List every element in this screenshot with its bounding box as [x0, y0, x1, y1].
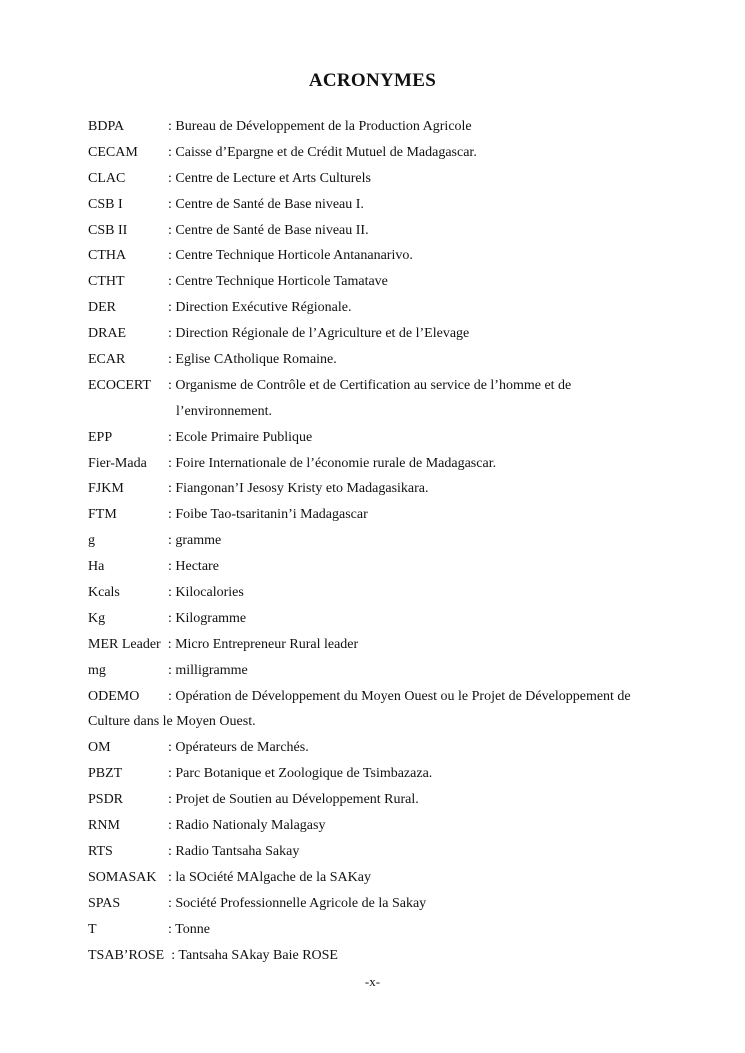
acronym-list — [88, 114, 688, 968]
acronym-definition: Culture dans le Moyen Ouest. — [88, 714, 256, 730]
acronym-entry — [88, 114, 688, 140]
acronym-entry — [88, 140, 688, 166]
acronym-abbr: FJKM — [88, 481, 124, 497]
acronym-entry — [88, 476, 688, 502]
acronym-definition: : milligramme — [168, 662, 248, 678]
acronym-abbr: TSAB’ROSE — [88, 947, 165, 963]
acronym-abbr: OM — [88, 740, 111, 756]
acronym-definition: : Kilogramme — [168, 610, 247, 626]
acronym-abbr: Fier-Mada — [88, 455, 147, 471]
acronym-entry — [88, 321, 688, 347]
acronym-entry — [88, 891, 688, 917]
acronym-entry — [88, 425, 688, 451]
acronym-abbr: CECAM — [88, 144, 138, 160]
acronym-definition: : Parc Botanique et Zoologique de Tsimbazaza. — [168, 766, 433, 782]
acronym-entry-continuation — [88, 399, 688, 425]
acronym-entry — [88, 787, 688, 813]
acronym-definition: : Direction Régionale de l’Agriculture et de l’Elevage — [168, 326, 470, 342]
acronym-entry — [88, 192, 688, 218]
acronym-abbr: EPP — [88, 429, 113, 445]
acronym-abbr: CTHT — [88, 274, 125, 290]
acronym-entry — [88, 166, 688, 192]
acronym-entry — [88, 813, 688, 839]
acronym-definition: : Organisme de Contrôle et de Certification au service de l’homme et de — [168, 377, 572, 393]
acronym-entry — [88, 295, 688, 321]
acronym-entry — [88, 865, 688, 891]
acronym-abbr: PSDR — [88, 792, 124, 808]
acronym-definition: : Centre de Santé de Base niveau II. — [168, 222, 369, 238]
acronym-abbr: ODEMO — [88, 688, 140, 704]
acronym-definition: : Foibe Tao-tsaritanin’i Madagascar — [168, 507, 368, 523]
acronym-abbr: CTHA — [88, 248, 127, 264]
acronym-abbr: RNM — [88, 818, 120, 834]
acronym-definition: l’environnement. — [176, 403, 273, 419]
acronym-abbr: CLAC — [88, 170, 126, 186]
acronym-abbr: CSB I — [88, 196, 123, 212]
acronym-entry — [88, 243, 688, 269]
acronym-definition: : Centre de Lecture et Arts Culturels — [168, 170, 371, 186]
acronym-definition: : Opération de Développement du Moyen Ouest ou le Projet de Développement de — [168, 688, 631, 704]
acronym-entry — [88, 580, 688, 606]
acronym-definition: : Ecole Primaire Publique — [168, 429, 313, 445]
acronym-abbr: mg — [88, 662, 106, 678]
acronym-entry — [88, 528, 688, 554]
acronym-definition: : Foire Internationale de l’économie rurale de Madagascar. — [168, 455, 497, 471]
acronym-definition: : la SOciété MAlgache de la SAKay — [168, 869, 371, 885]
acronym-definition: : gramme — [168, 533, 222, 549]
acronym-definition: : Micro Entrepreneur Rural leader — [160, 636, 359, 652]
acronym-abbr: SPAS — [88, 895, 121, 911]
acronym-definition: : Société Professionnelle Agricole de la Sakay — [168, 895, 427, 911]
page-title: ACRONYMES — [308, 70, 437, 91]
acronym-definition: : Direction Exécutive Régionale. — [168, 300, 352, 316]
acronym-entry — [88, 684, 688, 710]
acronym-definition: : Caisse d’Epargne et de Crédit Mutuel de Madagascar. — [168, 144, 477, 160]
acronym-abbr: Ha — [88, 559, 105, 575]
acronym-entry — [88, 943, 688, 969]
acronym-entry — [88, 606, 688, 632]
acronym-entry — [88, 554, 688, 580]
acronym-abbr: Kg — [88, 610, 106, 626]
page-number: -x- — [364, 974, 381, 989]
acronym-entry — [88, 269, 688, 295]
acronym-definition: : Centre Technique Horticole Tamatave — [168, 274, 388, 290]
acronym-abbr: RTS — [88, 843, 113, 859]
acronym-abbr: ECOCERT — [88, 377, 151, 393]
acronym-abbr: DRAE — [88, 326, 127, 342]
acronym-abbr: ECAR — [88, 352, 126, 368]
acronym-entry — [88, 632, 688, 658]
acronym-entry — [88, 218, 688, 244]
acronym-entry — [88, 761, 688, 787]
acronym-abbr: MER Leader — [88, 636, 161, 652]
acronym-definition: : Kilocalories — [168, 585, 244, 601]
acronym-abbr: Kcals — [88, 585, 120, 601]
acronym-entry — [88, 451, 688, 477]
acronym-entry — [88, 917, 688, 943]
acronym-entry — [88, 373, 688, 399]
acronym-abbr: DER — [88, 300, 116, 316]
acronym-definition: : Tonne — [168, 921, 210, 937]
acronym-entry — [88, 347, 688, 373]
acronym-definition: : Hectare — [168, 559, 219, 575]
acronym-abbr: T — [88, 921, 97, 937]
acronym-definition: : Bureau de Développement de la Production Agricole — [168, 119, 472, 134]
acronym-definition: : Eglise CAtholique Romaine. — [168, 352, 337, 368]
acronym-abbr: FTM — [88, 507, 117, 523]
acronym-definition: : Radio Tantsaha Sakay — [168, 843, 300, 859]
acronym-definition: : Fiangonan’I Jesosy Kristy eto Madagasikara. — [168, 481, 429, 497]
acronym-definition: : Radio Nationaly Malagasy — [168, 818, 326, 834]
acronym-definition: : Opérateurs de Marchés. — [168, 740, 309, 756]
acronym-abbr: g — [88, 533, 95, 549]
acronym-definition: : Tantsaha SAkay Baie ROSE — [164, 947, 338, 963]
acronym-entry — [88, 735, 688, 761]
acronym-definition: : Projet de Soutien au Développement Rural. — [168, 792, 419, 808]
acronym-abbr: SOMASAK — [88, 869, 157, 885]
acronym-definition: : Centre de Santé de Base niveau I. — [168, 196, 364, 212]
acronym-abbr: PBZT — [88, 766, 123, 782]
acronym-entry-continuation — [88, 709, 688, 735]
acronym-entry — [88, 502, 688, 528]
acronym-entry — [88, 658, 688, 684]
acronym-abbr: CSB II — [88, 222, 128, 238]
acronym-abbr: BDPA — [88, 119, 125, 134]
acronym-definition: : Centre Technique Horticole Antananarivo. — [168, 248, 413, 264]
acronym-entry — [88, 839, 688, 865]
